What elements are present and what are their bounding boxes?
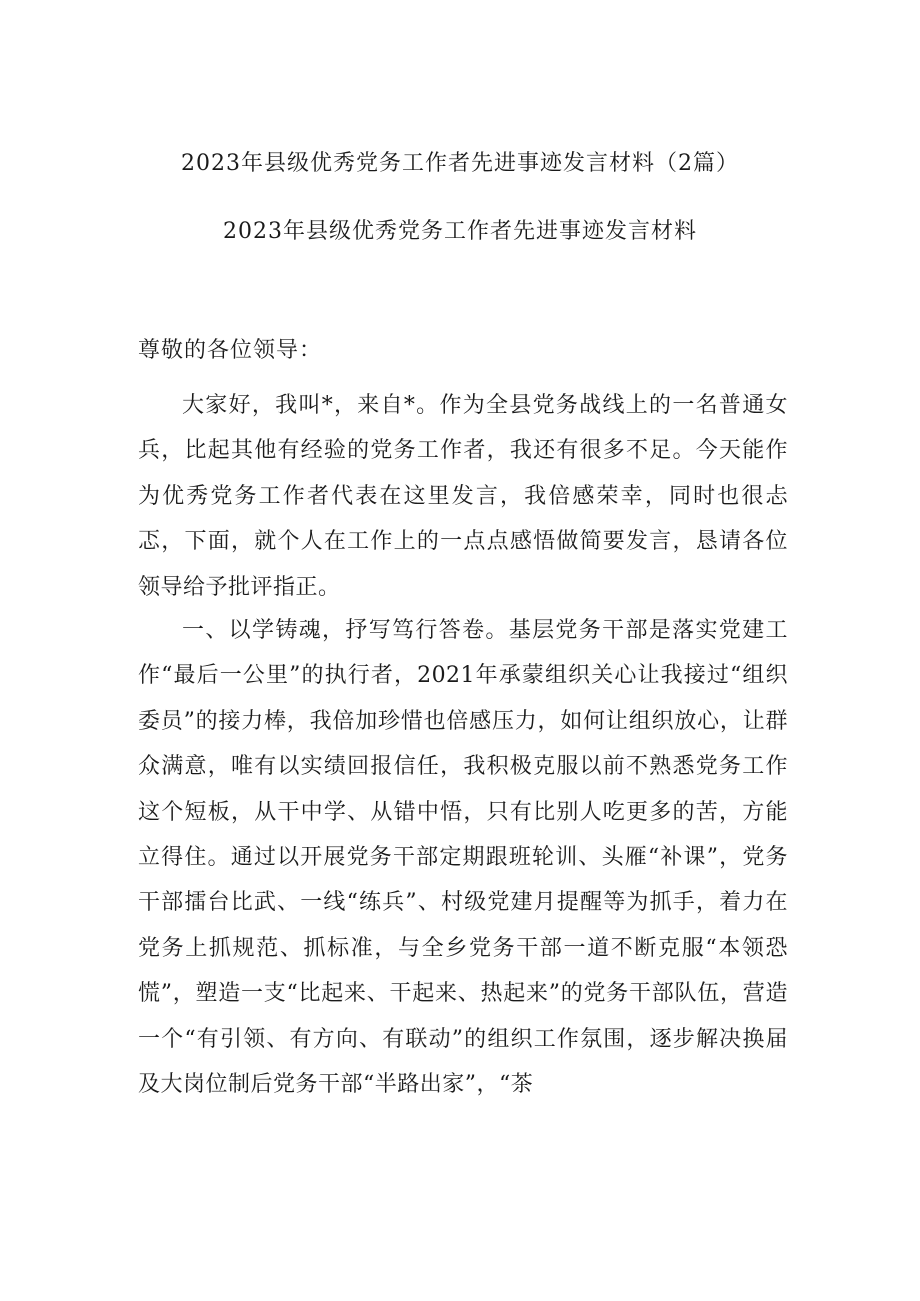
document-title: 2023年县级优秀党务工作者先进事迹发言材料（2篇） [181,151,739,176]
salutation: 尊敬的各位领导： [138,338,323,363]
paragraph-section-one: 一、以学铸魂，抒写笃行答卷。基层党务干部是落实党建工作“最后一公里”的执行者，2021年承蒙组织关心让我接过“组织委员”的接力棒，我倍加珍惜也倍感压力，如何让组织放心，让群众满意，唯有以实绩回报信任，我积极克服以前不熟悉党务工作这个短板，从干中学、从错中悟，只有比别人吃更多的苦，方能立得住。通过以开展党务干部定期跟班轮训、头雁“补课”，党务干部擂台比武、一线“练兵”、村级党建月提醒等为抓手，着力在党务上抓规范、抓标准，与全乡党务干部一道不断克服“本领恐慌”，塑造一支“比起来、干起来、热起来”的党务干部队伍，营造一个“有引领、有方向、有联动”的组织工作氛围，逐步解决换届及大岗位制后党务干部“半路出家”，“茶 [138,618,788,1098]
paragraph-greeting: 大家好，我叫*，来自*。作为全县党务战线上的一名普通女兵，比起其他有经验的党务工作者，我还有很多不足。今天能作为优秀党务工作者代表在这里发言，我倍感荣幸，同时也很忐忑，下面，就个人在工作上的一点点感悟做简要发言，恳请各位领导给予批评指正。 [138,393,788,600]
document-subtitle: 2023年县级优秀党务工作者先进事迹发言材料 [223,219,697,244]
